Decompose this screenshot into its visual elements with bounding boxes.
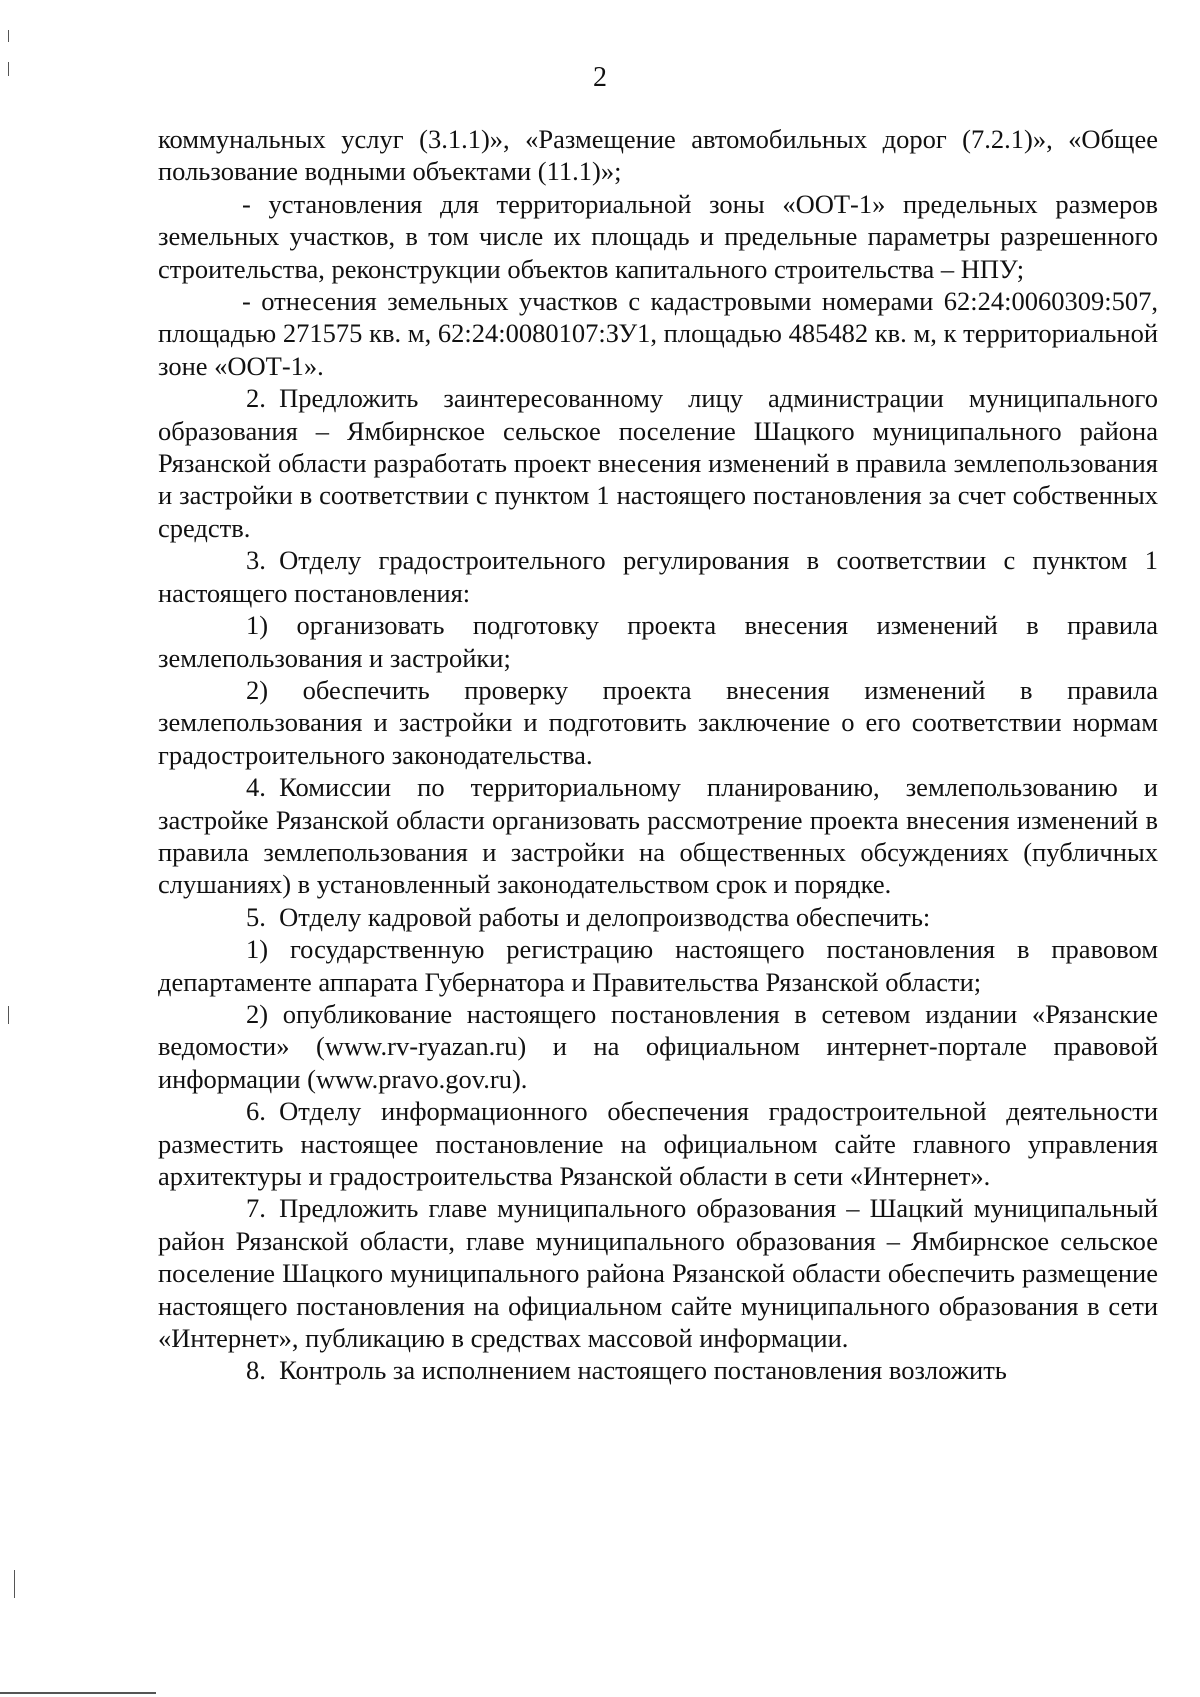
- paragraph-item-5-1: 1) государственную регистрацию настоящего постановления в правовом департаменте аппарата Губернатора и Правительства Рязанской области;: [158, 934, 1158, 997]
- scan-edge-mark: [8, 1006, 9, 1024]
- document-body: [158, 123, 1158, 1387]
- paragraph-continuation: коммунальных услуг (3.1.1)», «Размещение автомобильных дорог (7.2.1)», «Общее пользование водными объектами (11.1)»;: [158, 124, 1158, 187]
- paragraph-item-2: 2. Предложить заинтересованному лицу администрации муниципального образования – Ямбирнское сельское поселение Шацкого муниципального района Рязанской области разработать проект внесения изменений в правила землепользования и застройки в соответствии с пунктом 1 настоящего постановления за счет собственных средств.: [158, 383, 1158, 543]
- paragraph-item-4: 4. Комиссии по территориальному планированию, землепользованию и застройке Рязанской области организовать рассмотрение проекта внесения изменений в правила землепользования и застройки на общественных обсуждениях (публичных слушаниях) в установленный законодательством срок и порядке.: [158, 772, 1158, 900]
- paragraph-item-6: 6. Отделу информационного обеспечения градостроительной деятельности разместить настоящее постановление на официальном сайте главного управления архитектуры и градостроительства Рязанской области в сети «Интернет».: [158, 1096, 1158, 1191]
- paragraph-item-7: 7. Предложить главе муниципального образования – Шацкий муниципальный район Рязанской области, главе муниципального образования – Ямбирнское сельское поселение Шацкого муниципального района Рязанской области обеспечить размещение настоящего постановления на официальном сайте муниципального образования в сети «Интернет», публикацию в средствах массовой информации.: [158, 1193, 1158, 1354]
- paragraph-dash-limits: - установления для территориальной зоны «ООТ-1» предельных размеров земельных участков, в том числе их площадь и предельные параметры разрешенного строительства, реконструкции объектов капитального строительства – НПУ;: [158, 188, 1158, 284]
- paragraph-item-3-1: 1) организовать подготовку проекта внесения изменений в правила землепользования и застройки;: [158, 610, 1158, 673]
- paragraph-item-3: 3. Отделу градостроительного регулирования в соответствии с пунктом 1 настоящего постановления:: [158, 545, 1158, 608]
- paragraph-item-3-2: 2) обеспечить проверку проекта внесения изменений в правила землепользования и застройки и подготовить заключение о его соответствии нормам градостроительного законодательства.: [158, 674, 1158, 770]
- scan-bottom-line: [0, 1692, 156, 1694]
- scan-edge-mark: [14, 1570, 15, 1598]
- scan-edge-mark: [8, 30, 9, 42]
- page-number: 2: [593, 62, 607, 93]
- paragraph-item-5: 5. Отделу кадровой работы и делопроизводства обеспечить:: [246, 901, 931, 932]
- paragraph-item-5-2: 2) опубликование настоящего постановления в сетевом издании «Рязанские ведомости» (www.rv-ryazan.ru) и на официальном интернет-портале правовой информации (www.pravo.gov.ru).: [158, 998, 1158, 1094]
- paragraph-item-8: 8. Контроль за исполнением настоящего постановления возложить: [246, 1355, 1007, 1386]
- paragraph-dash-assign: - отнесения земельных участков с кадастровыми номерами 62:24:0060309:507, площадью 271575 кв. м, 62:24:0080107:ЗУ1, площадью 485482 кв. м, к территориальной зоне «ООТ-1».: [158, 286, 1158, 381]
